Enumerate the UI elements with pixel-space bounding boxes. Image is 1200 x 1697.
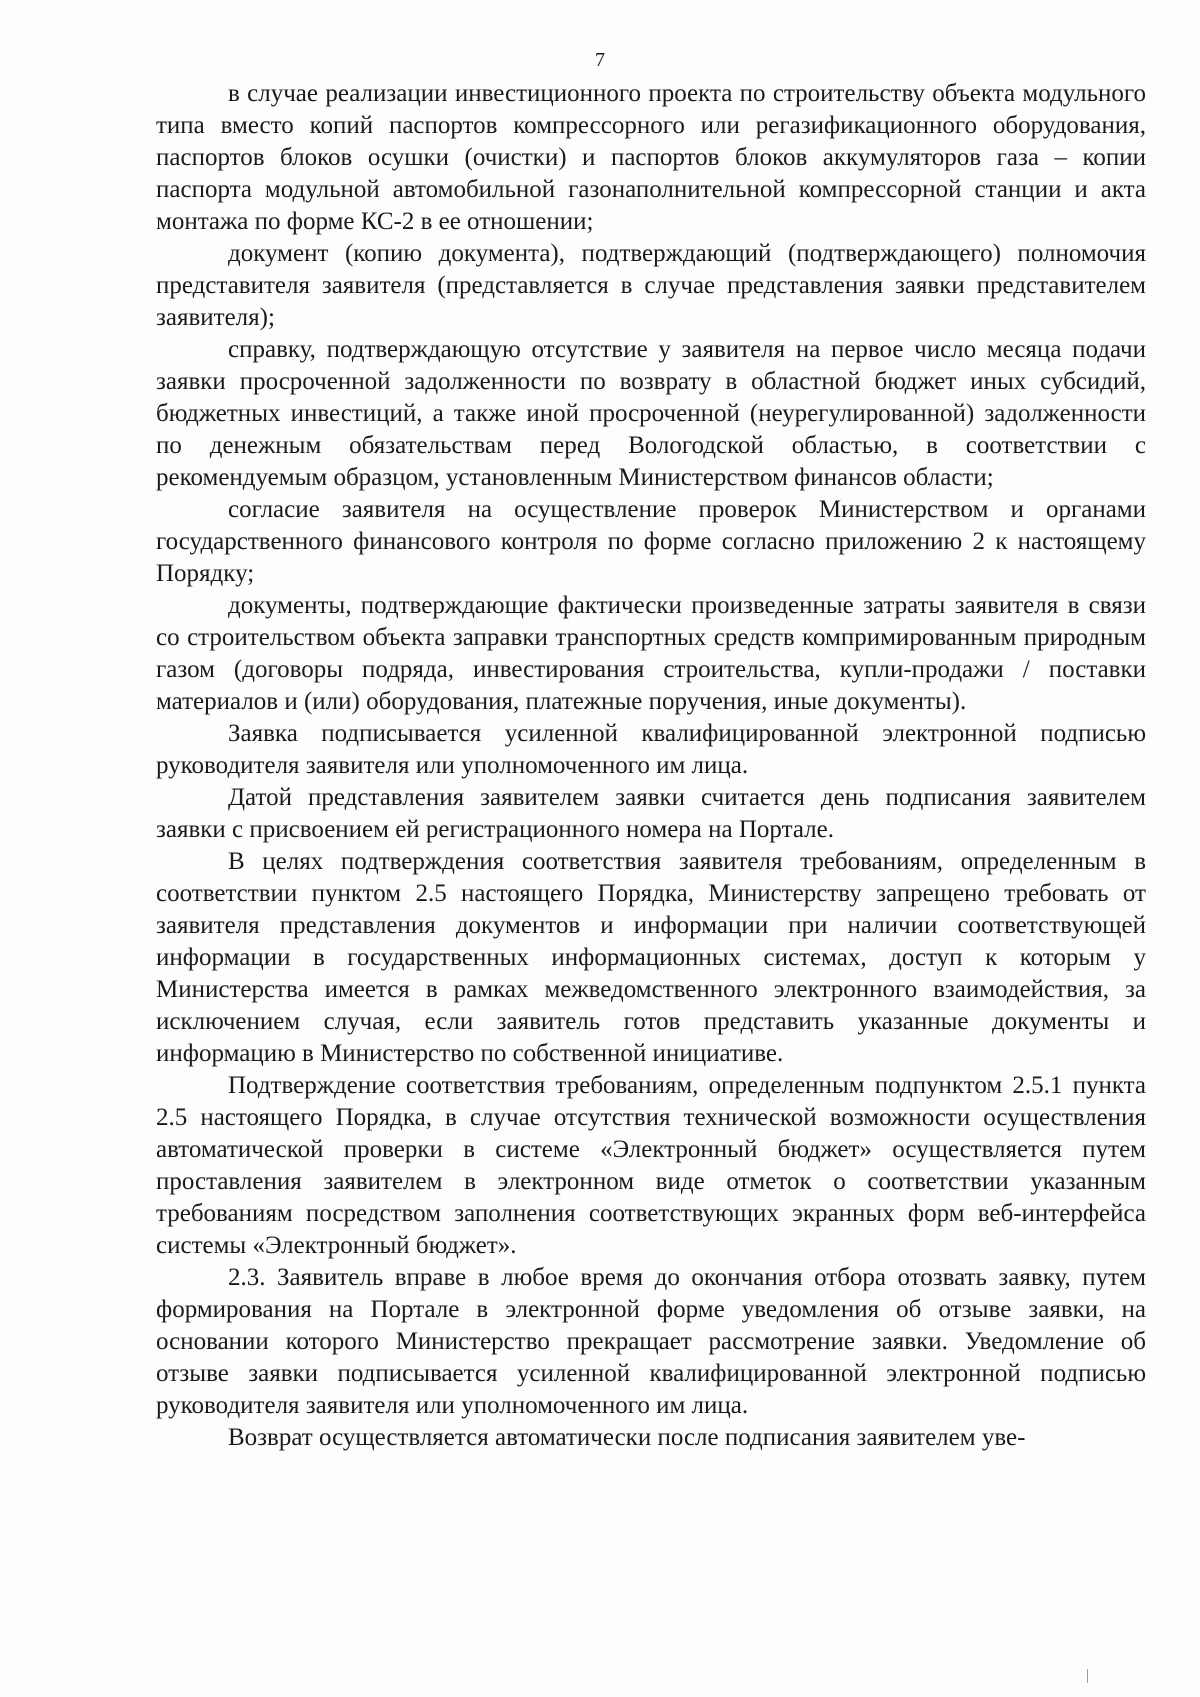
page-number: 7 bbox=[595, 49, 605, 71]
paragraph-inspection-consent: согласие заявителя на осуществление проверок Министерством и органами государственного финансового контроля по форме согласно приложению 2 к настоящему Порядку; bbox=[156, 496, 1146, 587]
paragraph-requirements-confirmation: Подтверждение соответствия требованиям, определенным подпунктом 2.5.1 пункта 2.5 настоящего Порядка, в случае отсутствия технической возможности осуществления автоматической проверки в системе «Электронный бюджет» осуществляется путем проставления заявителем в электронном виде отметок о соответствии указанным требованиям посредством заполнения соответствующих экранных форм веб-интерфейса системы «Электронный бюджет». bbox=[156, 1072, 1146, 1259]
scan-edge-mark bbox=[1087, 1669, 1088, 1683]
paragraph-representative-authority: документ (копию документа), подтверждающий (подтверждающего) полномочия представителя заявителя (представляется в случае представления заявки представителем заявителя); bbox=[156, 240, 1146, 331]
paragraph-submission-date: Датой представления заявителем заявки считается день подписания заявителем заявки с присвоением ей регистрационного номера на Портале. bbox=[156, 784, 1146, 843]
paragraph-application-withdrawal: 2.3. Заявитель вправе в любое время до окончания отбора отозвать заявку, путем формирования на Портале в электронной форме уведомления об отзыве заявки, на основании которого Министерство прекращает рассмотрение заявки. Уведомление об отзыве заявки подписывается усиленной квалифицированной электронной подписью руководителя заявителя или уполномоченного им лица. bbox=[156, 1264, 1146, 1419]
paragraph-application-signature: Заявка подписывается усиленной квалифицированной электронной подписью руководителя заявителя или уполномоченного им лица. bbox=[156, 720, 1146, 779]
paragraph-return-process: Возврат осуществляется автоматически после подписания заявителем уве- bbox=[228, 1424, 1026, 1451]
paragraph-debt-certificate: справку, подтверждающую отсутствие у заявителя на первое число месяца подачи заявки просроченной задолженности по возврату в областной бюджет иных субсидий, бюджетных инвестиций, а также иной просроченной (неурегулированной) задолженности по денежным обязательствам перед Вологодской областью, в соответствии с рекомендуемым образцом, установленным Министерством финансов области; bbox=[156, 336, 1146, 491]
document-body bbox=[156, 78, 1146, 1454]
paragraph-cost-documents: документы, подтверждающие фактически произведенные затраты заявителя в связи со строительством объекта заправки транспортных средств компримированным природным газом (договоры подряда, инвестирования строительства, купли-продажи / поставки материалов и (или) оборудования, платежные поручения, иные документы). bbox=[156, 592, 1146, 715]
paragraph-information-request-ban: В целях подтверждения соответствия заявителя требованиям, определенным в соответствии пунктом 2.5 настоящего Порядка, Министерству запрещено требовать от заявителя представления документов и информации при наличии соответствующей информации в государственных информационных системах, доступ к которым у Министерства имеется в рамках межведомственного электронного взаимодействия, за исключением случая, если заявитель готов представить указанные документы и информацию в Министерство по собственной инициативе. bbox=[156, 848, 1146, 1067]
paragraph-modular-object-documents: в случае реализации инвестиционного проекта по строительству объекта модульного типа вместо копий паспортов компрессорного или регазификационного оборудования, паспортов блоков осушки (очистки) и паспортов блоков аккумуляторов газа – копии паспорта модульной автомобильной газонаполнительной компрессорной станции и акта монтажа по форме КС-2 в ее отношении; bbox=[156, 80, 1146, 235]
